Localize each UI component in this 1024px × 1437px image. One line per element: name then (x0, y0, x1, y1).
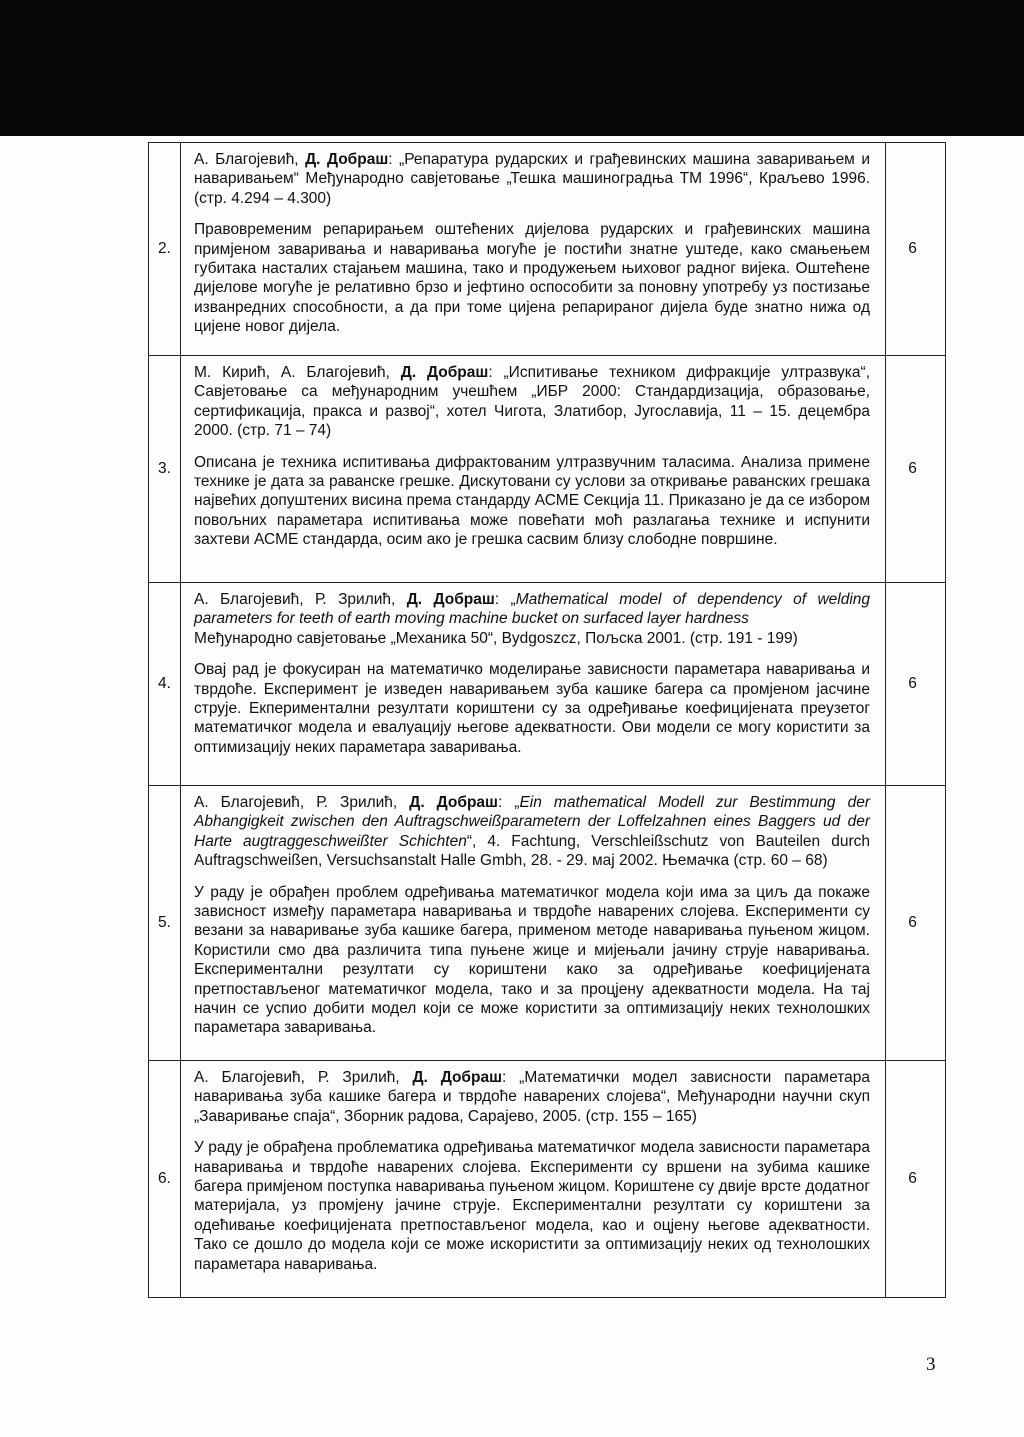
entry-number: 6. (149, 1061, 181, 1298)
citation-authors: А. Благојевић, (194, 151, 306, 168)
citation-bold-author: Д. Добраш (400, 364, 489, 381)
citation-title-italic: Ein mathematical Modell zur Bestimmung der Abhangigkeit zwischen den Auftragschweißparametern der Loffelzahnen eines Baggers ud der Harte augtraggeschweißter Schichten (194, 794, 870, 850)
entry-content (181, 583, 886, 786)
entry-row (149, 143, 946, 356)
entry-row (149, 583, 946, 786)
entry-row (149, 1061, 946, 1298)
citation-bold-author: Д. Добраш (406, 591, 495, 608)
entry-content (181, 356, 886, 583)
entry-number: 2. (149, 143, 181, 356)
citation-authors: А. Благојевић, Р. Зрилић, (194, 794, 410, 811)
entry-number: 4. (149, 583, 181, 786)
citation-lead: : „ (494, 591, 516, 608)
entry-citation (194, 150, 870, 208)
citation-bold-author: Д. Добраш (412, 1069, 502, 1086)
entry-content (181, 1061, 886, 1298)
page-number: 3 (926, 1354, 936, 1375)
entry-points: 6 (886, 583, 946, 786)
entry-abstract: У раду је обрађен проблем одређивања математичког модела који има за циљ да покаже зависност између параметара наваривања и тврдоће наварених слојева. Експерименти су везани за наваривање зуба кашике багера, применом методе наваривања пуњеном жицом. Користили смо два различита типа пуњене жице и мијењали јачину струје наваривања. Експериментални резултати су кориштени како за одређивање коефицијената претпостављеног математичког модела, тако и за процјену адекватности модела. На тај начин се успио добити модел који се може користити за оптимизацију неких технолошких параметара заваривања. (194, 883, 870, 1037)
entry-citation (194, 793, 870, 871)
entry-points: 6 (886, 1061, 946, 1298)
entry-number: 5. (149, 786, 181, 1061)
citation-title: : „Математички модел зависности параметара наваривања зуба кашике багера и тврдоће наварених слојева“, Међународни научни скуп „Заваривање спаја“, Зборник радова, Сарајево, 2005. (стр. 155 – 165) (194, 1069, 870, 1125)
entry-points: 6 (886, 143, 946, 356)
citation-title: : „Испитивање техником дифракције ултразвука“, Савјетовање са међународним учешћем „ИБР 2000: Стандардизација, образовање, сертификација, пракса и развој“, хотел Чигота, Златибор, Југославија, 11 – 15. децембра 2000. (стр. 71 – 74) (194, 364, 871, 440)
citation-lead: : „ (497, 794, 520, 811)
citation-title: : „Репаратура рударских и грађевинских машина заваривањем и наваривањем“ Међународно савјетовање „Тешка машиноградња ТМ 1996“, Краљево 1996. (стр. 4.294 – 4.300) (194, 151, 870, 207)
entry-citation (194, 363, 870, 441)
citation-bold-author: Д. Добраш (305, 151, 389, 168)
entry-row (149, 786, 946, 1061)
scan-top-band (0, 0, 1024, 136)
entry-citation (194, 1068, 870, 1126)
citation-authors: А. Благојевић, Р. Зрилић, (194, 591, 407, 608)
citation-rest: Међународно савјетовање „Механика 50“, Bydgoszcz, Пољска 2001. (стр. 191 - 199) (194, 629, 798, 647)
entry-abstract: Правовременим репарирањем оштећених дијелова рударских и грађевинских машина примјеном заваривања и наваривања могуће је постићи знатне уштеде, како смањењем губитака насталих стајањем машина, тако и продужењем њиховог радног вијека. Оштећене дијелове могуће је релативно брзо и јефтино оспособити за поновну употребу уз постизање изванредних способности, а да при томе цијена репарираног дијела буде знатно нижа од цијене новог дијела. (194, 221, 870, 336)
entry-content (181, 786, 886, 1061)
entry-abstract: Описана је техника испитивања дифрактованим ултразвучним таласима. Анализа примене технике је дата за раванске грешке. Дискутовани су услови за откривање раванских грешака највећих допуштених висина према стандарду АСМЕ Секција 11. Приказано је да се избором повољних параметара испитивања може повећати моћ разлагања технике и испунити захтеви АСМЕ стандарда, осим ако је грешка сасвим близу слободне површине. (194, 453, 870, 549)
citation-title-italic: Mathematical model of dependency of welding parameters for teeth of earth moving machine bucket on surfaced layer hardness (194, 591, 871, 628)
entry-content (181, 143, 886, 356)
entry-points: 6 (886, 786, 946, 1061)
entry-row (149, 356, 946, 583)
entry-points: 6 (886, 356, 946, 583)
entry-abstract: Овај рад је фокусиран на математичко моделирање зависности параметара наваривања и тврдоће. Експеримент је изведен наваривањем зуба кашике багера са промјеном јасчине струје. Екпериментални резултати кориштени су за одређивање коефицијената преузетог математичког модела и евалуацију његове адекватности. Ови модели се могу користити за оптимизацију неких параметара заваривања. (194, 661, 870, 756)
citation-authors: А. Благојевић, Р. Зрилић, (194, 1069, 413, 1086)
citation-bold-author: Д. Добраш (409, 794, 498, 811)
entry-number: 3. (149, 356, 181, 583)
entry-citation (194, 590, 870, 648)
publications-table (148, 142, 946, 1298)
entry-abstract: У раду је обрађена проблематика одређивања математичког модела зависности параметара наваривања и тврдоће наварених слојева. Експерименти су вршени на зубима кашике багера примјеном поступка наваривања пуњеном жицом. Кориштене су двије врсте додатног материјала, уз промјену јачине струје. Експериментални резултати су кориштени за одећивање коефицијената претпостављеног модела, као и оцјену његове адекватности. Тако се дошло до модела који се може искористити за оптимизацију неких од технолошких параметара наваривања. (194, 1139, 870, 1273)
citation-authors: М. Кирић, А. Благојевић, (194, 364, 401, 381)
citation-rest: “, 4. Fachtung, Verschleißschutz von Bauteilen durch Auftragschweißen, Versuchsanstalt Halle Gmbh, 28. - 29. мај 2002. Њемачка (стр. 60 – 68) (194, 832, 870, 870)
